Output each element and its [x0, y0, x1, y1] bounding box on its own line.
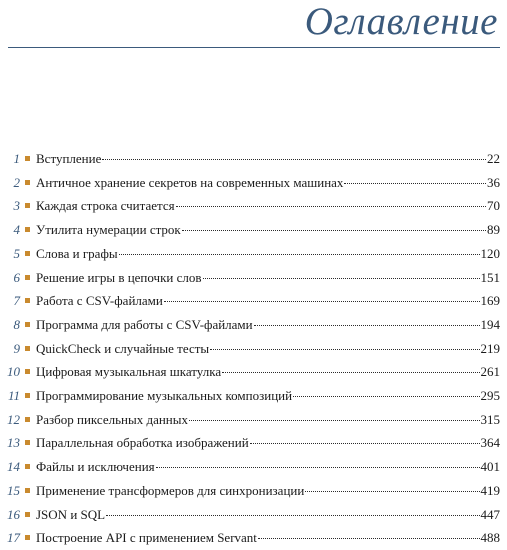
square-bullet-icon: [25, 180, 30, 185]
toc-entry[interactable]: [0, 172, 507, 194]
square-bullet-icon: [25, 512, 30, 517]
square-bullet-icon: [25, 488, 30, 493]
chapter-title: QuickCheck и случайные тесты: [36, 340, 210, 356]
chapter-number: 16: [7, 506, 20, 522]
page-number: 22: [487, 151, 500, 166]
page-number: 151: [480, 269, 500, 285]
toc-entry-line: [36, 219, 500, 241]
dot-leader: [164, 301, 480, 302]
square-bullet-icon: [25, 251, 30, 256]
chapter-title: Файлы и исключения: [36, 459, 155, 475]
chapter-number: 15: [7, 482, 20, 498]
page-number: 261: [480, 364, 500, 380]
chapter-number: 3: [13, 198, 20, 214]
toc-entry[interactable]: [0, 338, 507, 360]
toc-entry-line: [36, 432, 500, 454]
dot-leader: [203, 278, 480, 279]
chapter-number: 10: [7, 364, 20, 380]
toc-entry-line: [36, 480, 500, 502]
page-number: 315: [480, 411, 500, 427]
chapter-number: 8: [13, 316, 20, 332]
square-bullet-icon: [25, 346, 30, 351]
toc-entry-line: [36, 314, 500, 336]
chapter-number: 14: [7, 459, 20, 475]
dot-leader: [305, 491, 479, 492]
toc-entry-line: [36, 361, 500, 383]
toc-entry[interactable]: [0, 243, 507, 265]
toc-entry[interactable]: [0, 219, 507, 241]
page-number: 120: [480, 245, 500, 261]
page-number: 364: [480, 435, 500, 451]
toc-entry-line: [36, 195, 500, 217]
page-number: 419: [480, 482, 500, 498]
dot-leader: [106, 515, 479, 516]
chapter-number: 12: [7, 411, 20, 427]
chapter-number: 4: [13, 222, 20, 238]
toc-entry[interactable]: [0, 409, 507, 431]
toc-entry-line: [36, 456, 500, 478]
toc-entry[interactable]: [0, 195, 507, 217]
toc-entry[interactable]: [0, 456, 507, 478]
square-bullet-icon: [25, 298, 30, 303]
toc-entry[interactable]: [0, 432, 507, 454]
page-number: 36: [487, 174, 500, 190]
page-number: 219: [480, 340, 500, 356]
square-bullet-icon: [25, 464, 30, 469]
toc-entry-line: [36, 290, 500, 312]
toc-entry-line: [36, 148, 500, 170]
dot-leader: [119, 254, 480, 255]
dot-leader: [344, 183, 486, 184]
page-title: Оглавление: [304, 0, 498, 43]
chapter-number: 13: [7, 435, 20, 451]
square-bullet-icon: [25, 275, 30, 280]
toc-entry[interactable]: [0, 148, 507, 170]
dot-leader: [182, 230, 486, 231]
toc-entry[interactable]: [0, 504, 507, 526]
page-number: 401: [480, 459, 500, 475]
page-number: 447: [480, 506, 500, 522]
chapter-number: 7: [13, 293, 20, 309]
dot-leader: [250, 443, 480, 444]
chapter-title: Применение трансформеров для синхронизации: [36, 482, 305, 498]
toc-entry[interactable]: [0, 361, 507, 383]
dot-leader: [176, 206, 486, 207]
chapter-number: 5: [13, 245, 20, 261]
chapter-title: Программирование музыкальных композиций: [36, 388, 293, 403]
toc-entry-line: [36, 527, 500, 549]
chapter-title: Каждая строка считается: [36, 198, 175, 214]
toc-entry[interactable]: [0, 267, 507, 289]
chapter-title: Утилита нумерации строк: [36, 222, 181, 238]
chapter-number: 17: [7, 530, 20, 546]
chapter-title: JSON и SQL: [36, 506, 106, 522]
dot-leader: [258, 538, 480, 539]
page-number: 295: [480, 388, 500, 403]
toc-entry[interactable]: [0, 314, 507, 336]
square-bullet-icon: [25, 156, 30, 161]
toc-entry-line: [36, 267, 500, 289]
dot-leader: [210, 349, 479, 350]
toc-entry-line: [36, 243, 500, 265]
chapter-title: Цифровая музыкальная шкатулка: [36, 364, 222, 380]
chapter-number: 1: [13, 151, 20, 166]
square-bullet-icon: [25, 322, 30, 327]
chapter-number: 11: [7, 388, 20, 403]
toc-entry[interactable]: [0, 290, 507, 312]
square-bullet-icon: [25, 535, 30, 540]
dot-leader: [156, 467, 480, 468]
toc-entry-line: [36, 172, 500, 194]
square-bullet-icon: [25, 440, 30, 445]
chapter-number: 9: [13, 340, 20, 356]
toc-entry[interactable]: [0, 385, 507, 407]
dot-leader: [222, 372, 479, 373]
chapter-title: Вступление: [36, 151, 102, 166]
square-bullet-icon: [25, 369, 30, 374]
chapter-title: Античное хранение секретов на современных машинах: [36, 174, 344, 190]
chapter-title: Программа для работы с CSV-файлами: [36, 316, 253, 332]
square-bullet-icon: [25, 227, 30, 232]
dot-leader: [254, 325, 480, 326]
square-bullet-icon: [25, 203, 30, 208]
dot-leader: [293, 396, 479, 397]
toc-entry-line: [36, 338, 500, 360]
page-number: 89: [487, 222, 500, 238]
square-bullet-icon: [25, 417, 30, 422]
toc-entry-line: [36, 504, 500, 526]
page-number: 488: [480, 530, 500, 546]
page-number: 70: [487, 198, 500, 214]
chapter-title: Разбор пиксельных данных: [36, 411, 188, 427]
chapter-title: Параллельная обработка изображений: [36, 435, 249, 451]
toc-entry-line: [36, 385, 500, 407]
toc-entry[interactable]: [0, 527, 507, 549]
square-bullet-icon: [25, 393, 30, 398]
chapter-title: Решение игры в цепочки слов: [36, 269, 202, 285]
dot-leader: [189, 420, 480, 421]
toc-entry[interactable]: [0, 480, 507, 502]
chapter-title: Построение API с применением Servant: [36, 530, 257, 546]
chapter-number: 6: [13, 269, 20, 285]
toc-entry-line: [36, 409, 500, 431]
page-number: 194: [480, 316, 500, 332]
dot-leader: [102, 159, 486, 160]
chapter-title: Работа с CSV-файлами: [36, 293, 163, 309]
chapter-title: Слова и графы: [36, 245, 118, 261]
page-number: 169: [480, 293, 500, 309]
chapter-number: 2: [13, 174, 20, 190]
